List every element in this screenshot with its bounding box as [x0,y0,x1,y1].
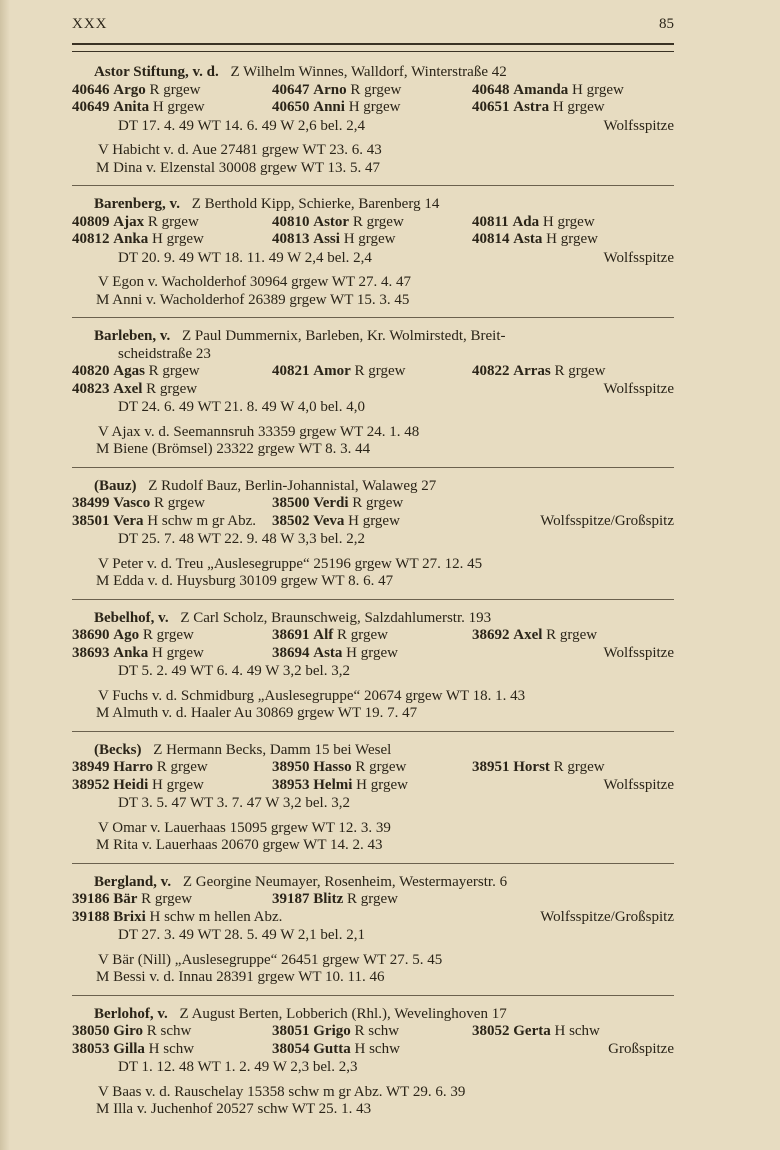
litter-dates: DT 17. 4. 49 WT 14. 6. 49 W 2,6 bel. 2,4 Wolfsspitze [118,117,674,134]
puppy-number: 40813 [272,231,310,247]
breeder-info-continued: scheidstraße 23 [118,345,211,362]
litter-row [72,231,674,249]
litter-row [72,363,674,381]
puppy-description: H grgew [346,644,398,661]
puppy-name: Hasso [313,759,352,775]
dam-line: M Almuth v. d. Haaler Au 30869 grgew WT 19. 7. 47 [96,705,418,721]
header-rule [72,43,674,52]
puppy-entry [72,513,272,531]
breed-label: Wolfsspitze [603,644,674,661]
puppy-number: 40823 [72,380,110,397]
puppy-number: 38053 [72,1040,110,1057]
puppy-number: 38953 [272,776,310,793]
kennel-name: Berlohof, v. [94,1005,168,1022]
breeder-info: Z Berthold Kipp, Schierke, Barenberg 14 [187,196,440,212]
puppy-entry [72,759,272,777]
kennel-name: Bergland, v. [94,873,172,890]
puppy-description: R grgew [153,495,205,511]
kennel-name: Astor Stiftung, v. d. [94,64,219,80]
puppy-name: Astra [513,99,550,115]
puppy-name: Anni [313,99,345,115]
puppy-entry [72,363,272,381]
kennel-entry [72,742,674,864]
kennel-entry [72,478,674,600]
puppy-name: Axel [513,627,543,643]
puppy-name: Amanda [513,81,569,98]
puppy-name: Axel [113,380,143,397]
puppy-number: 40647 [272,81,310,98]
puppy-number: 40648 [472,81,510,98]
puppy-entry [272,513,472,531]
kennel-header-line [72,196,674,214]
puppy-name: Anka [113,231,149,247]
puppy-description: H grgew [152,231,204,247]
dam-line: M Bessi v. d. Innau 28391 grgew WT 10. 11. 46 [96,969,385,985]
kennel-header-line [72,64,674,82]
puppy-description: H grgew [572,81,624,98]
puppy-entry [272,363,472,381]
puppy-description: R grgew [148,363,200,379]
puppy-description: H grgew [546,231,598,247]
puppy-description: R grgew [347,891,398,907]
puppy-name: Ago [113,627,140,643]
section-number: XXX [72,16,108,32]
puppy-name: Brixi [113,908,146,925]
puppy-entry [472,99,672,117]
puppy-description: R grgew [156,759,208,775]
puppy-name: Giro [113,1023,143,1039]
kennel-header-line [72,742,674,760]
puppy-entry [72,908,283,927]
dam-line: M Anni v. Wacholderhof 26389 grgew WT 15. 3. 45 [96,291,410,308]
litter-row [72,909,674,927]
page-header [72,16,674,38]
breeder-info: Z August Berten, Lobberich (Rhl.), Wevelinghoven 17 [175,1005,507,1022]
litter-dates: DT 3. 5. 47 WT 3. 7. 47 W 3,2 bel. 3,2 [118,795,350,811]
dam-line: M Illa v. Juchenhof 20527 schw WT 25. 1. 43 [96,1101,372,1117]
puppy-number: 38950 [272,759,310,775]
breeder-info: Z Paul Dummernix, Barleben, Kr. Wolmirstedt, Breit- [178,328,506,344]
puppy-number: 38690 [72,627,110,643]
puppy-entry [72,777,272,795]
puppy-entry [72,231,272,249]
puppy-number: 40820 [72,363,110,379]
puppy-name: Arras [513,363,551,379]
kennel-name: Bebelhof, v. [94,609,169,626]
puppy-number: 40651 [472,99,510,115]
puppy-description: H schw [148,1040,195,1057]
puppy-description: H grgew [348,99,401,115]
kennel-entry [72,1006,674,1127]
puppy-entry [272,627,472,645]
puppy-entry [272,891,472,909]
puppy-number: 39187 [272,891,310,907]
puppy-description: H grgew [356,776,408,793]
puppy-name: Gutta [313,1040,351,1057]
sire-line: V Baas v. d. Rauschelay 15358 schw m gr Abz. WT 29. 6. 39 [98,1083,466,1100]
puppy-number: 38054 [272,1040,310,1057]
puppy-description: H schw [354,1040,400,1057]
puppy-description: R grgew [554,363,606,379]
puppy-entry [472,759,672,777]
puppy-number: 38691 [272,627,310,643]
puppy-entry [72,82,272,100]
kennel-header-line [72,478,674,496]
puppy-number: 39188 [72,908,110,925]
litter-dates: DT 27. 3. 49 WT 28. 5. 49 W 2,1 bel. 2,1 [118,927,365,943]
puppy-name: Horst [513,759,550,775]
kennel-name: Barleben, v. [94,328,171,344]
sire-line: V Egon v. Wacholderhof 30964 grgew WT 27. 4. 47 [98,274,412,290]
puppy-name: Argo [113,81,146,98]
puppy-name: Blitz [313,891,344,907]
litter-dates: DT 1. 12. 48 WT 1. 2. 49 W 2,3 bel. 2,3 [118,1059,358,1075]
puppy-number: 40812 [72,231,110,247]
litter-dates: DT 25. 7. 48 WT 22. 9. 48 W 3,3 bel. 2,2 [118,531,365,547]
kennel-header-line [72,874,674,892]
litter-row [72,759,674,777]
kennel-entry [72,610,674,732]
puppy-entry [72,1023,272,1041]
puppy-description: H schw m hellen Abz. [149,908,283,925]
kennel-name: (Bauz) [94,477,137,494]
puppy-number: 38949 [72,759,110,775]
breeder-info: Z Georgine Neumayer, Rosenheim, Westermayerstr. 6 [179,873,508,890]
puppy-description: H grgew [343,231,396,247]
puppy-name: Verdi [313,495,349,511]
puppy-entry [472,627,672,645]
breeder-info: Z Rudolf Bauz, Berlin-Johannistal, Walaweg 27 [144,477,437,494]
litter-row [72,381,674,399]
breed-label: Wolfsspitze [603,380,674,397]
puppy-name: Grigo [313,1023,351,1039]
puppy-number: 38051 [272,1023,310,1039]
puppy-entry [472,82,672,100]
puppy-description: R schw [354,1023,400,1039]
puppy-name: Agas [113,363,145,379]
breeder-info: Z Wilhelm Winnes, Walldorf, Winterstraße 42 [226,64,507,80]
kennel-header-line [72,1006,674,1024]
puppy-number: 38693 [72,644,110,661]
kennel-entry [72,328,674,468]
litter-entries [72,64,674,1137]
puppy-number: 38050 [72,1023,110,1039]
puppy-name: Vera [113,512,144,529]
breed-label: Wolfsspitze/Großspitz [540,512,674,529]
puppy-description: R grgew [352,213,404,230]
puppy-number: 38951 [472,759,510,775]
litter-dates: DT 5. 2. 49 WT 6. 4. 49 W 3,2 bel. 3,2 [118,663,350,679]
puppy-name: Gerta [513,1023,551,1039]
puppy-name: Ada [512,213,540,230]
kennel-header-line [72,610,674,628]
dam-line: M Rita v. Lauerhaas 20670 grgew WT 14. 2. 43 [96,837,383,853]
puppy-entry [72,495,272,513]
breed-label: Wolfsspitze [603,249,674,266]
puppy-name: Anita [113,99,150,115]
puppy-description: R grgew [352,495,404,511]
breed-label: Wolfsspitze [603,117,674,134]
breed-label: Wolfsspitze/Großspitz [540,908,674,925]
puppy-entry [272,495,472,513]
puppy-number: 38694 [272,644,310,661]
puppy-name: Alf [313,627,334,643]
puppy-number: 40814 [472,231,510,247]
kennel-name: Barenberg, v. [94,196,180,212]
puppy-description: R grgew [546,627,598,643]
puppy-number: 38692 [472,627,510,643]
breed-label: Wolfsspitze [603,776,674,793]
puppy-description: H grgew [152,776,204,793]
litter-row [72,99,674,117]
litter-row [72,1023,674,1041]
sire-line: V Peter v. d. Treu „Auslesegruppe“ 25196 grgew WT 27. 12. 45 [98,555,483,572]
puppy-number: 38952 [72,776,110,793]
puppy-entry [472,1023,672,1041]
puppy-description: R grgew [553,759,605,775]
puppy-name: Gilla [113,1040,145,1057]
puppy-description: H grgew [348,512,400,529]
sire-line: V Ajax v. d. Seemannsruh 33359 grgew WT 24. 1. 48 [98,423,420,440]
puppy-description: R grgew [149,81,201,98]
puppy-entry [272,214,472,232]
puppy-name: Assi [313,231,340,247]
litter-dates: DT 24. 6. 49 WT 21. 8. 49 W 4,0 bel. 4,0 [118,399,365,415]
puppy-entry [72,891,272,909]
breeder-info: Z Hermann Becks, Damm 15 bei Wesel [149,741,392,758]
puppy-number: 40649 [72,99,110,115]
puppy-entry [72,627,272,645]
puppy-description: H grgew [152,99,205,115]
sire-line: V Omar v. Lauerhaas 15095 grgew WT 12. 3. 39 [98,819,391,836]
puppy-entry [272,82,472,100]
puppy-description: R grgew [141,891,193,907]
puppy-description: H schw [554,1023,600,1039]
litter-row [72,1041,674,1059]
puppy-number: 38052 [472,1023,510,1039]
page-edge [0,0,10,1150]
puppy-name: Arno [313,81,347,98]
sire-line: V Habicht v. d. Aue 27481 grgew WT 23. 6. 43 [98,142,382,158]
breeder-info: Z Carl Scholz, Braunschweig, Salzdahlumerstr. 193 [176,609,492,626]
puppy-entry [72,645,272,663]
dam-line: M Dina v. Elzenstal 30008 grgew WT 13. 5. 47 [96,159,380,176]
puppy-name: Veva [313,512,345,529]
litter-row [72,627,674,645]
puppy-number: 40809 [72,213,110,230]
dam-line: M Edda v. d. Huysburg 30109 grgew WT 8. 6. 47 [96,573,394,589]
puppy-entry [272,1041,472,1059]
puppy-entry [272,777,472,795]
puppy-description: R grgew [142,627,194,643]
puppy-name: Ajax [113,213,145,230]
litter-dates: DT 20. 9. 49 WT 18. 11. 49 W 2,4 bel. 2,4 Wolfsspitze [118,249,674,266]
puppy-name: Harro [113,759,153,775]
puppy-entry [72,214,272,232]
puppy-description: R grgew [337,627,388,643]
sire-line: V Bär (Nill) „Auslesegruppe“ 26451 grgew WT 27. 5. 45 [98,951,443,968]
puppy-name: Bär [113,891,138,907]
litter-row [72,495,674,513]
puppy-entry [272,645,472,663]
puppy-number: 38499 [72,495,110,511]
litter-row [72,513,674,531]
kennel-entry [72,196,674,318]
puppy-name: Helmi [313,776,353,793]
breed-label: Großspitze [608,1040,674,1057]
puppy-description: H schw m gr Abz. [147,512,257,529]
puppy-number: 40650 [272,99,310,115]
puppy-description: R grgew [355,759,407,775]
puppy-name: Anka [113,644,149,661]
puppy-entry [472,363,672,381]
puppy-number: 38501 [72,512,110,529]
puppy-name: Vasco [113,495,151,511]
puppy-number: 38500 [272,495,310,511]
page-number: 85 [659,16,674,32]
puppy-description: R grgew [146,380,198,397]
puppy-number: 40810 [272,213,310,230]
litter-row [72,214,674,232]
puppy-entry [72,99,272,117]
puppy-description: H grgew [552,99,605,115]
kennel-entry [72,874,674,996]
puppy-name: Astor [313,213,350,230]
puppy-number: 40811 [472,213,509,230]
puppy-name: Amor [313,363,351,379]
puppy-number: 40822 [472,363,510,379]
puppy-number: 40646 [72,81,110,98]
puppy-name: Asta [513,231,543,247]
litter-row [72,777,674,795]
puppy-number: 38502 [272,512,310,529]
sire-line: V Fuchs v. d. Schmidburg „Auslesegruppe“ 20674 grgew WT 18. 1. 43 [98,687,526,704]
puppy-name: Asta [313,644,343,661]
puppy-description: R grgew [350,81,402,98]
puppy-description: H grgew [542,213,595,230]
puppy-number: 40821 [272,363,310,379]
litter-row [72,891,674,909]
puppy-description: R schw [146,1023,192,1039]
puppy-description: R grgew [354,363,406,379]
kennel-name: (Becks) [94,741,142,758]
puppy-entry [272,231,472,249]
puppy-description: H grgew [152,644,204,661]
puppy-entry [272,99,472,117]
puppy-number: 39186 [72,891,110,907]
kennel-header-line [72,328,674,346]
puppy-entry [272,1023,472,1041]
puppy-entry [72,381,272,399]
dam-line: M Biene (Brömsel) 23322 grgew WT 8. 3. 44 [96,441,371,457]
puppy-entry [72,1041,272,1059]
puppy-entry [472,214,672,232]
puppy-entry [272,759,472,777]
puppy-description: R grgew [147,213,199,230]
puppy-name: Heidi [113,776,149,793]
puppy-entry [472,231,672,249]
kennel-entry [72,64,674,186]
litter-row [72,82,674,100]
litter-row [72,645,674,663]
